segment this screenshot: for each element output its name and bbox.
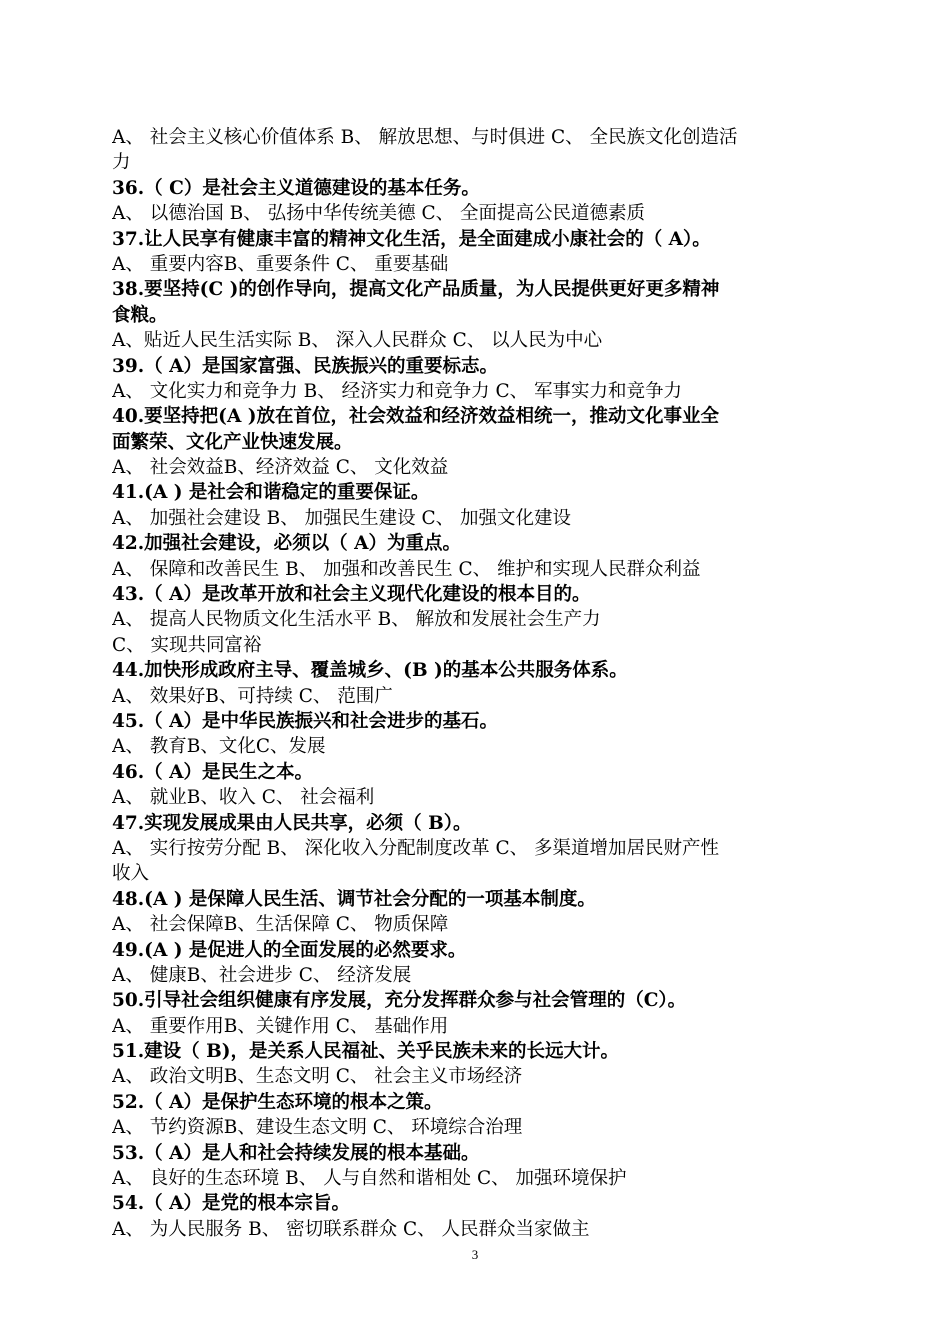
question-line: 54.（ A）是党的根本宗旨。 xyxy=(112,1193,350,1215)
question-list xyxy=(112,125,842,1242)
answer-options-line: A、 以德治国 B、 弘扬中华传统美德 C、 全面提高公民道德素质 xyxy=(112,203,646,225)
question-line: 47.实现发展成果由人民共享，必须（ B）。 xyxy=(112,812,472,834)
question-line: 42.加强社会建设，必须以（ A）为重点。 xyxy=(112,533,461,555)
page-number: 3 xyxy=(471,1247,479,1262)
question-line: 45.（ A）是中华民族振兴和社会进步的基石。 xyxy=(112,710,498,732)
answer-options-line: A、 社会保障B、生活保障 C、 物质保障 xyxy=(112,914,449,936)
answer-options-line: A、 提高人民物质文化生活水平 B、 解放和发展社会生产力 xyxy=(112,609,601,631)
question-line: 40.要坚持把(A )放在首位，社会效益和经济效益相统一，推动文化事业全 xyxy=(112,406,719,428)
question-line: 39.（ A）是国家富强、民族振兴的重要标志。 xyxy=(112,355,498,377)
question-line: 51.建设（ B)，是关系人民福祉、关乎民族未来的长远大计。 xyxy=(112,1041,620,1063)
answer-options-line: 力 xyxy=(112,152,131,174)
answer-options-line: A、 社会主义核心价值体系 B、 解放思想、与时俱进 C、 全民族文化创造活 xyxy=(112,127,738,148)
question-line: 41.(A ) 是社会和谐稳定的重要保证。 xyxy=(112,482,430,504)
answer-options-line: A、 健康B、社会进步 C、 经济发展 xyxy=(112,964,412,986)
question-line: 食粮。 xyxy=(112,304,168,326)
question-line: 面繁荣、文化产业快速发展。 xyxy=(112,431,353,453)
question-line: 44.加快形成政府主导、覆盖城乡、(B )的基本公共服务体系。 xyxy=(112,660,628,682)
answer-options-line: A、 节约资源B、建设生态文明 C、 环境综合治理 xyxy=(112,1117,523,1139)
answer-options-line: A、 重要作用B、关键作用 C、 基础作用 xyxy=(112,1015,449,1037)
answer-options-line: A、 保障和改善民生 B、 加强和改善民生 C、 维护和实现人民群众利益 xyxy=(112,558,701,580)
question-line: 49.(A ) 是促进人的全面发展的必然要求。 xyxy=(112,939,467,961)
question-line: 52.（ A）是保护生态环境的根本之策。 xyxy=(112,1091,443,1113)
answer-options-line: A、 效果好B、可持续 C、 范围广 xyxy=(112,685,393,707)
answer-options-line: A、 良好的生态环境 B、 人与自然和谐相处 C、 加强环境保护 xyxy=(112,1168,627,1190)
answer-options-line: A、 为人民服务 B、 密切联系群众 C、 人民群众当家做主 xyxy=(112,1218,590,1240)
question-line: 37.让人民享有健康丰富的精神文化生活，是全面建成小康社会的（ A）。 xyxy=(112,228,711,250)
answer-options-line: C、 实现共同富裕 xyxy=(112,634,262,656)
question-line: 46.（ A）是民生之本。 xyxy=(112,761,313,783)
question-line: 38.要坚持(C )的创作导向，提高文化产品质量，为人民提供更好更多精神 xyxy=(112,279,720,301)
question-line: 48.(A ) 是保障人民生活、调节社会分配的一项基本制度。 xyxy=(112,888,596,910)
question-line: 36.（ C）是社会主义道德建设的基本任务。 xyxy=(112,177,480,199)
answer-options-line: A、 重要内容B、重要条件 C、 重要基础 xyxy=(112,253,449,275)
answer-options-line: A、 实行按劳分配 B、 深化收入分配制度改革 C、 多渠道增加居民财产性 xyxy=(112,837,720,859)
answer-options-line: A、 文化实力和竞争力 B、 经济实力和竞争力 C、 军事实力和竞争力 xyxy=(112,380,683,402)
question-line: 43.（ A）是改革开放和社会主义现代化建设的根本目的。 xyxy=(112,584,591,606)
answer-options-line: A、 政治文明B、生态文明 C、 社会主义市场经济 xyxy=(112,1066,523,1088)
answer-options-line: A、贴近人民生活实际 B、 深入人民群众 C、 以人民为中心 xyxy=(112,330,603,352)
answer-options-line: A、 就业B、收入 C、 社会福利 xyxy=(112,787,375,809)
answer-options-line: A、 教育B、文化C、发展 xyxy=(112,736,326,758)
answer-options-line: A、 加强社会建设 B、 加强民生建设 C、 加强文化建设 xyxy=(112,507,572,529)
answer-options-line: 收入 xyxy=(112,863,150,885)
question-line: 53.（ A）是人和社会持续发展的根本基础。 xyxy=(112,1142,480,1164)
question-line: 50.引导社会组织健康有序发展，充分发挥群众参与社会管理的（C）。 xyxy=(112,990,687,1012)
answer-options-line: A、 社会效益B、经济效益 C、 文化效益 xyxy=(112,457,449,479)
